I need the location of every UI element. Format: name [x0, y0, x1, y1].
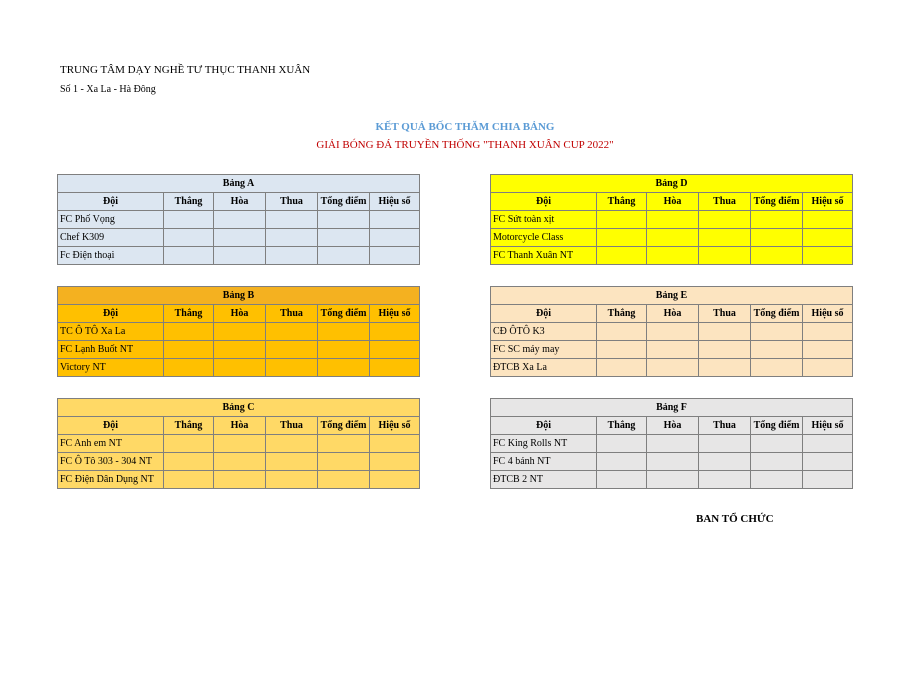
- stat-cell: [751, 229, 803, 247]
- team-name: FC Anh em NT: [58, 435, 164, 453]
- stat-cell: [164, 341, 214, 359]
- column-header: Hiệu số: [803, 417, 853, 435]
- team-name: FC Sứt toàn xịt: [491, 211, 597, 229]
- stat-cell: [803, 359, 853, 377]
- stat-cell: [214, 323, 266, 341]
- stat-cell: [214, 435, 266, 453]
- stat-cell: [164, 211, 214, 229]
- table-row: [491, 229, 853, 247]
- stat-cell: [803, 211, 853, 229]
- stat-cell: [751, 453, 803, 471]
- stat-cell: [318, 341, 370, 359]
- stat-cell: [370, 471, 420, 489]
- group-table: [490, 286, 853, 377]
- stat-cell: [647, 341, 699, 359]
- group-table: [57, 286, 420, 377]
- column-header: Thắng: [164, 417, 214, 435]
- column-header: Tổng điểm: [751, 193, 803, 211]
- table-row: [58, 323, 420, 341]
- stat-cell: [266, 341, 318, 359]
- column-header: Hiệu số: [370, 305, 420, 323]
- column-header: Thua: [699, 305, 751, 323]
- table-row: [58, 211, 420, 229]
- stat-cell: [370, 211, 420, 229]
- group-name: Bảng B: [58, 287, 420, 305]
- table-row: [491, 453, 853, 471]
- table-row: [491, 359, 853, 377]
- stat-cell: [751, 435, 803, 453]
- stat-cell: [699, 341, 751, 359]
- team-name: Chef K309: [58, 229, 164, 247]
- stat-cell: [647, 247, 699, 265]
- stat-cell: [318, 435, 370, 453]
- stat-cell: [597, 435, 647, 453]
- stat-cell: [803, 323, 853, 341]
- column-header: Hòa: [214, 417, 266, 435]
- column-header: Thắng: [164, 305, 214, 323]
- column-header: Hòa: [647, 305, 699, 323]
- column-header-row: [491, 193, 853, 211]
- stat-cell: [318, 471, 370, 489]
- stat-cell: [318, 323, 370, 341]
- column-header: Thắng: [164, 193, 214, 211]
- stat-cell: [318, 359, 370, 377]
- stat-cell: [699, 323, 751, 341]
- table-row: [58, 229, 420, 247]
- stat-cell: [318, 229, 370, 247]
- page-title: KẾT QUẢ BỐC THĂM CHIA BẢNG: [375, 121, 555, 133]
- stat-cell: [597, 359, 647, 377]
- stat-cell: [751, 341, 803, 359]
- stat-cell: [164, 435, 214, 453]
- stat-cell: [370, 341, 420, 359]
- stat-cell: [214, 471, 266, 489]
- page-subtitle: GIẢI BÓNG ĐÁ TRUYỀN THỐNG "THANH XUÂN CUP 2022": [316, 139, 614, 151]
- stat-cell: [164, 323, 214, 341]
- column-header: Thắng: [597, 305, 647, 323]
- stat-cell: [214, 453, 266, 471]
- signature: BAN TỔ CHỨC: [696, 513, 774, 525]
- stat-cell: [214, 359, 266, 377]
- stat-cell: [164, 471, 214, 489]
- table-row: [491, 247, 853, 265]
- stat-cell: [699, 435, 751, 453]
- team-name: FC Ô Tô 303 - 304 NT: [58, 453, 164, 471]
- stat-cell: [370, 359, 420, 377]
- stat-cell: [318, 247, 370, 265]
- stat-cell: [214, 229, 266, 247]
- stat-cell: [266, 359, 318, 377]
- stat-cell: [699, 453, 751, 471]
- stat-cell: [751, 471, 803, 489]
- group-name: Bảng C: [58, 399, 420, 417]
- stat-cell: [370, 453, 420, 471]
- stat-cell: [699, 211, 751, 229]
- stat-cell: [266, 229, 318, 247]
- stat-cell: [647, 229, 699, 247]
- team-name: FC Lạnh Buốt NT: [58, 341, 164, 359]
- column-header: Tổng điểm: [318, 417, 370, 435]
- column-header: Hòa: [214, 305, 266, 323]
- stat-cell: [164, 229, 214, 247]
- table-row: [58, 471, 420, 489]
- team-name: Victory NT: [58, 359, 164, 377]
- column-header: Đội: [491, 417, 597, 435]
- stat-cell: [803, 229, 853, 247]
- stat-cell: [751, 323, 803, 341]
- stat-cell: [803, 453, 853, 471]
- stat-cell: [597, 247, 647, 265]
- stat-cell: [699, 359, 751, 377]
- team-name: ĐTCB Xa La: [491, 359, 597, 377]
- column-header: Đội: [491, 193, 597, 211]
- group-name: Bảng D: [491, 175, 853, 193]
- column-header: Thua: [699, 193, 751, 211]
- column-header: Thua: [266, 417, 318, 435]
- team-name: FC SC máy may: [491, 341, 597, 359]
- column-header: Hiệu số: [370, 417, 420, 435]
- team-name: Motorcycle Class: [491, 229, 597, 247]
- stat-cell: [164, 247, 214, 265]
- stat-cell: [751, 211, 803, 229]
- table-row: [58, 453, 420, 471]
- stat-cell: [266, 471, 318, 489]
- stat-cell: [266, 323, 318, 341]
- table-row: [58, 247, 420, 265]
- group-table: [57, 398, 420, 489]
- table-row: [491, 211, 853, 229]
- team-name: FC Phố Vọng: [58, 211, 164, 229]
- stat-cell: [597, 341, 647, 359]
- column-header: Tổng điểm: [318, 193, 370, 211]
- table-row: [58, 359, 420, 377]
- column-header: Đội: [491, 305, 597, 323]
- stat-cell: [597, 323, 647, 341]
- column-header: Tổng điểm: [751, 417, 803, 435]
- table-row: [491, 435, 853, 453]
- column-header: Thua: [699, 417, 751, 435]
- table-row: [491, 471, 853, 489]
- stat-cell: [370, 323, 420, 341]
- column-header: Đội: [58, 305, 164, 323]
- stat-cell: [699, 471, 751, 489]
- table-row: [491, 323, 853, 341]
- table-row: [58, 435, 420, 453]
- stat-cell: [751, 247, 803, 265]
- stat-cell: [597, 229, 647, 247]
- stat-cell: [699, 247, 751, 265]
- team-name: CĐ ÔTÔ K3: [491, 323, 597, 341]
- column-header: Thắng: [597, 417, 647, 435]
- column-header: Hòa: [647, 417, 699, 435]
- stat-cell: [318, 453, 370, 471]
- column-header: Hiệu số: [803, 193, 853, 211]
- team-name: FC Điện Dân Dụng NT: [58, 471, 164, 489]
- column-header: Thắng: [597, 193, 647, 211]
- column-header: Thua: [266, 305, 318, 323]
- stat-cell: [597, 471, 647, 489]
- team-name: FC Thanh Xuân NT: [491, 247, 597, 265]
- stat-cell: [699, 229, 751, 247]
- stat-cell: [597, 453, 647, 471]
- column-header: Thua: [266, 193, 318, 211]
- column-header-row: [491, 417, 853, 435]
- stat-cell: [370, 229, 420, 247]
- organization-name: TRUNG TÂM DẠY NGHỀ TƯ THỤC THANH XUÂN: [60, 64, 311, 76]
- stat-cell: [647, 453, 699, 471]
- column-header: Hòa: [214, 193, 266, 211]
- group-table: [490, 398, 853, 489]
- column-header: Đội: [58, 417, 164, 435]
- stat-cell: [266, 211, 318, 229]
- team-name: FC King Rolls NT: [491, 435, 597, 453]
- column-header: Hiệu số: [370, 193, 420, 211]
- stat-cell: [751, 359, 803, 377]
- stat-cell: [803, 341, 853, 359]
- stat-cell: [647, 359, 699, 377]
- team-name: TC Ô TÔ Xa La: [58, 323, 164, 341]
- stat-cell: [266, 453, 318, 471]
- stat-cell: [164, 453, 214, 471]
- table-row: [58, 341, 420, 359]
- table-row: [491, 341, 853, 359]
- stat-cell: [647, 471, 699, 489]
- column-header: Hiệu số: [803, 305, 853, 323]
- team-name: ĐTCB 2 NT: [491, 471, 597, 489]
- group-name: Bảng E: [491, 287, 853, 305]
- column-header: Tổng điểm: [751, 305, 803, 323]
- stat-cell: [370, 247, 420, 265]
- stat-cell: [318, 211, 370, 229]
- group-table: [57, 174, 420, 265]
- organization-address: Số 1 - Xa La - Hà Đông: [60, 84, 156, 95]
- stat-cell: [647, 211, 699, 229]
- column-header-row: [58, 305, 420, 323]
- stat-cell: [370, 435, 420, 453]
- stat-cell: [164, 359, 214, 377]
- stat-cell: [597, 211, 647, 229]
- stat-cell: [266, 247, 318, 265]
- stat-cell: [803, 471, 853, 489]
- column-header: Tổng điểm: [318, 305, 370, 323]
- stat-cell: [214, 341, 266, 359]
- stat-cell: [803, 247, 853, 265]
- team-name: FC 4 bánh NT: [491, 453, 597, 471]
- stat-cell: [647, 323, 699, 341]
- group-table: [490, 174, 853, 265]
- column-header: Hòa: [647, 193, 699, 211]
- stat-cell: [647, 435, 699, 453]
- stat-cell: [803, 435, 853, 453]
- stat-cell: [266, 435, 318, 453]
- column-header-row: [58, 417, 420, 435]
- stat-cell: [214, 211, 266, 229]
- column-header: Đội: [58, 193, 164, 211]
- column-header-row: [491, 305, 853, 323]
- stat-cell: [214, 247, 266, 265]
- team-name: Fc Điện thoại: [58, 247, 164, 265]
- column-header-row: [58, 193, 420, 211]
- group-name: Bảng A: [58, 175, 420, 193]
- group-name: Bảng F: [491, 399, 853, 417]
